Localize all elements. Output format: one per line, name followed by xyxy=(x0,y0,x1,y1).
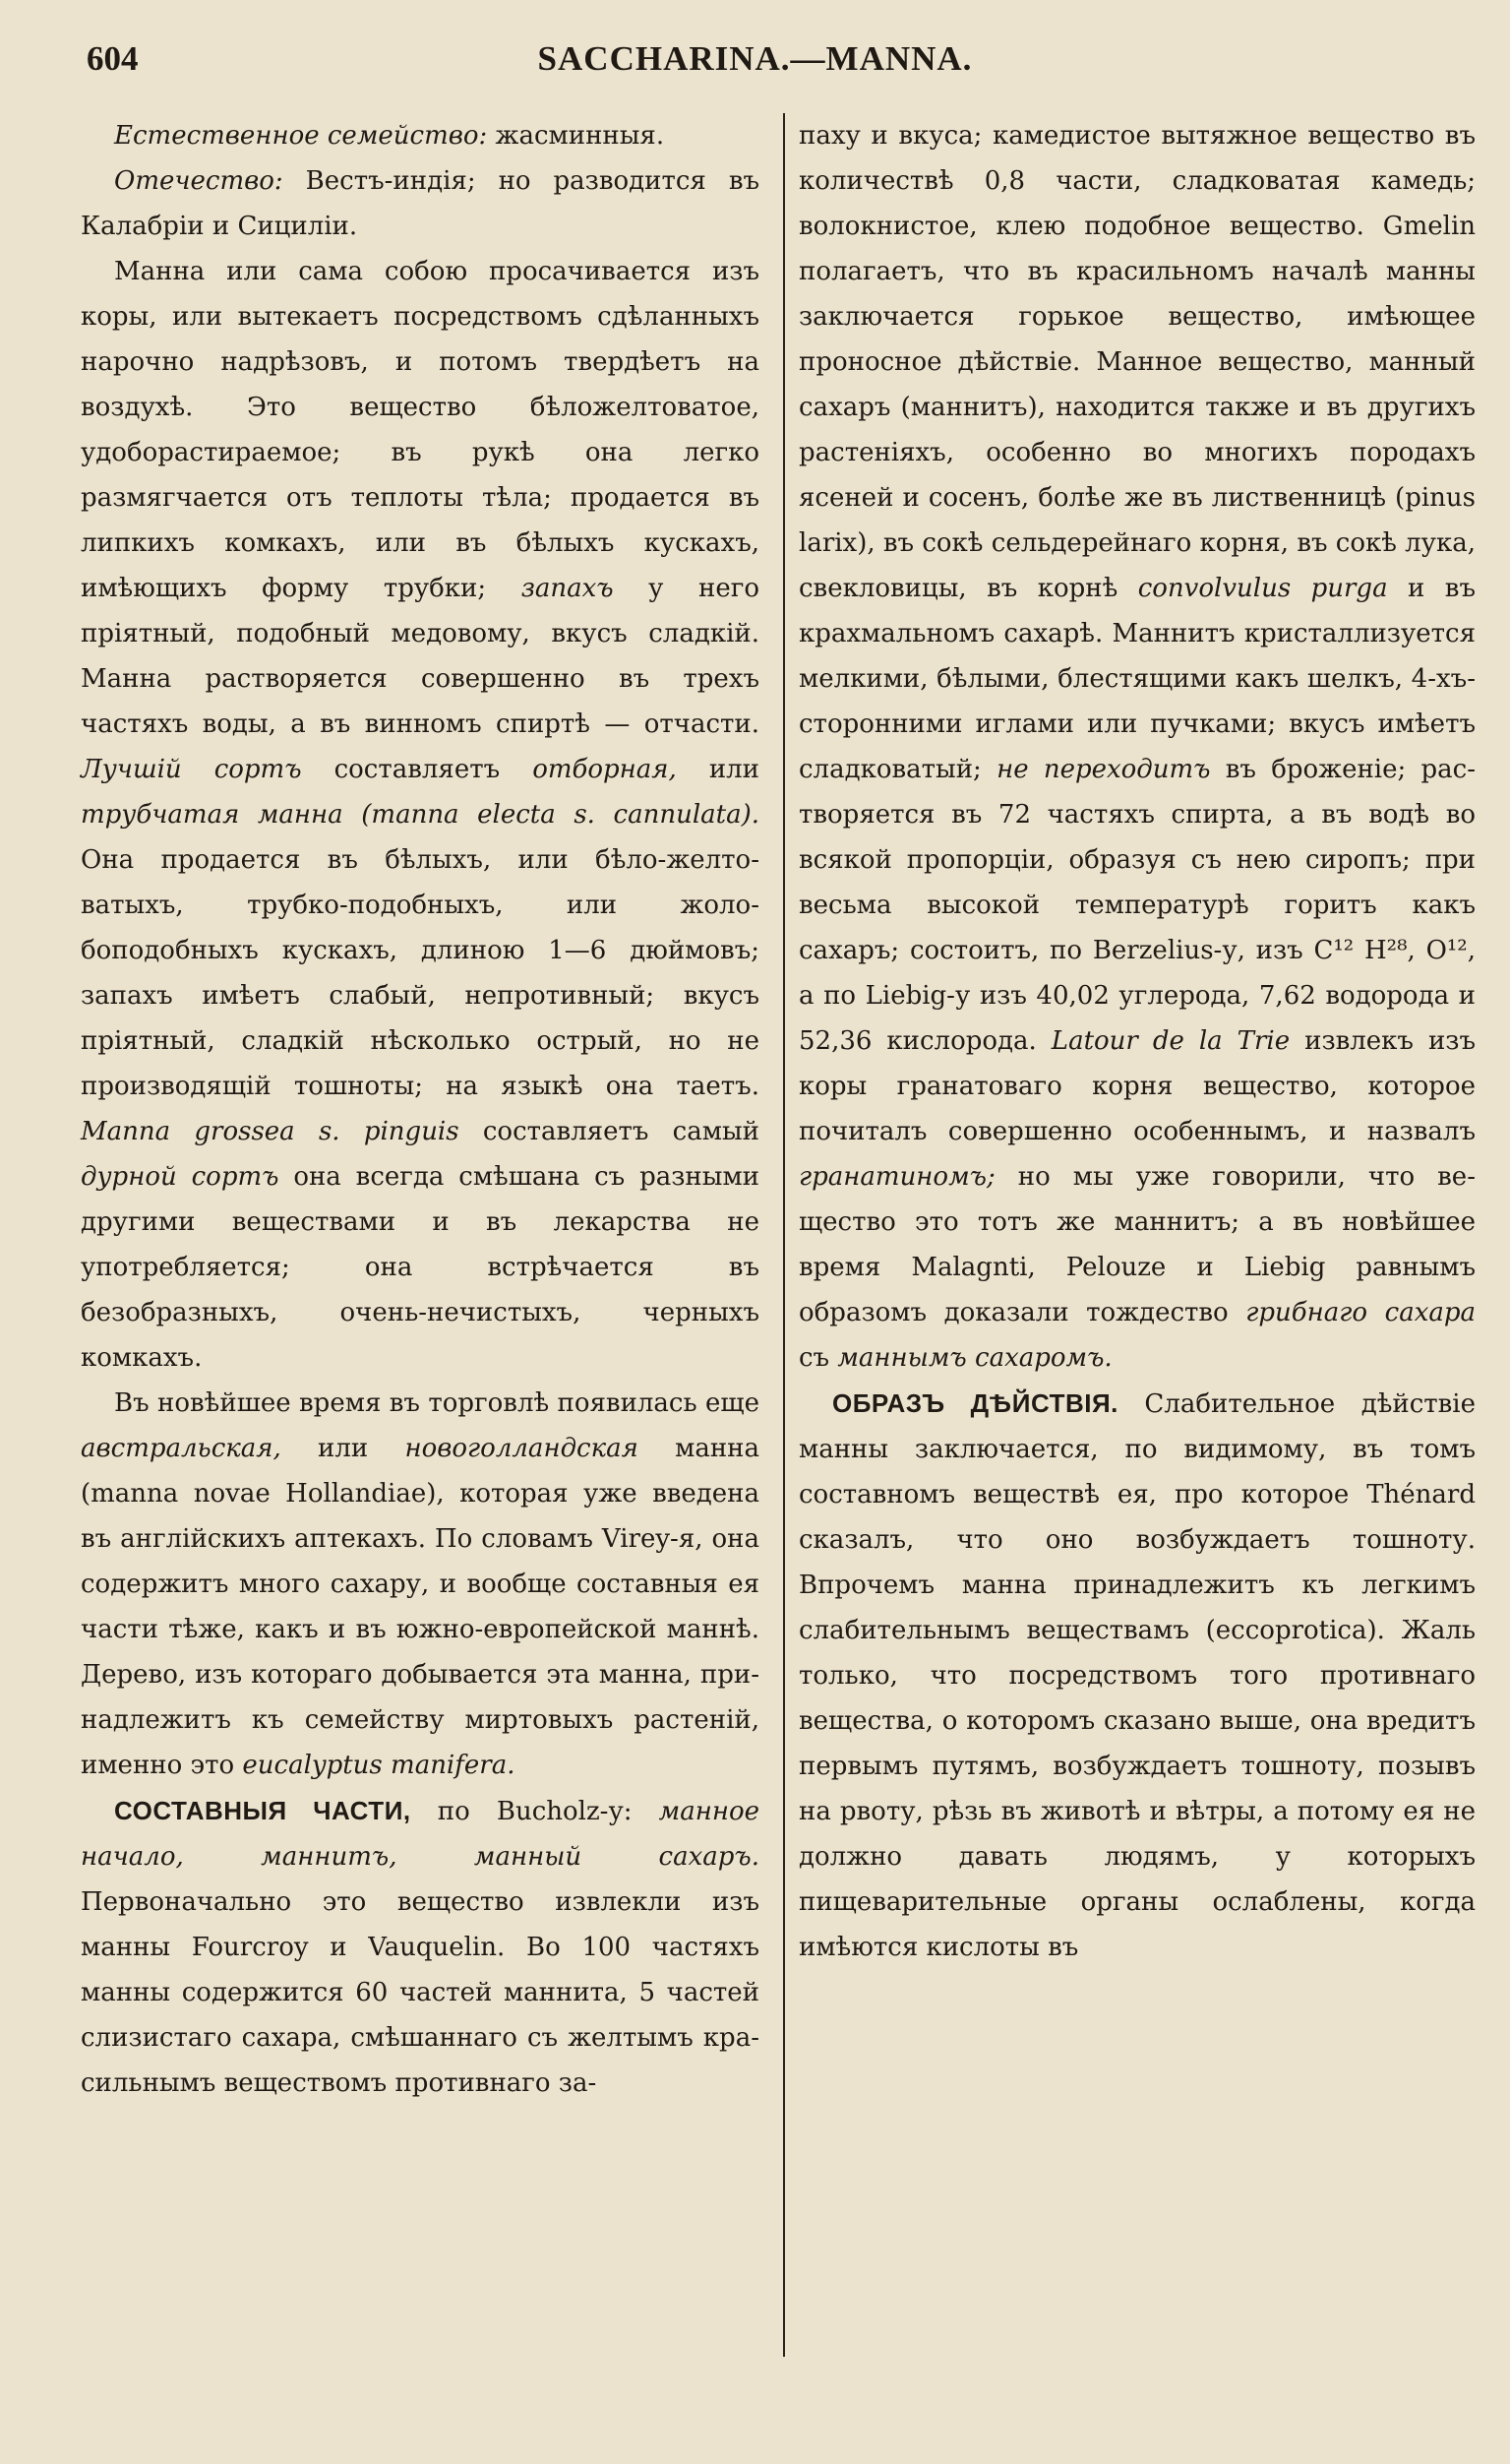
paragraph-components xyxy=(81,1788,759,2106)
section-heading-components: СОСТАВНЫЯ ЧАСТИ, xyxy=(114,1796,411,1825)
text-run: составляетъ xyxy=(301,755,533,784)
paragraph-action xyxy=(799,1381,1476,1970)
italic-term: гранатиномъ; xyxy=(799,1162,996,1192)
running-head: SACCHARINA.—MANNA. xyxy=(537,39,973,78)
text-run: и въ крахмальномъ сахарѣ. Маннитъ кристаллизуется мелкими, бѣлыми, блестящими какъ шелкъ, 4-хъ-сторонними иглами или пучками; вкусъ имѣетъ сладковатый; xyxy=(799,574,1476,784)
text-run: манна (manna novae Hollandiae), которая уже введена въ англійскихъ аптекахъ. По словамъ Virey-я, она содержитъ много сахару, и вообще составныя ея части тѣже, какъ и въ южно-европейской маннѣ. Дерево, изъ котораго добывается эта манна, принадлежитъ къ семейству миртовыхъ растеній, именно это xyxy=(81,1434,759,1780)
text-run: паху и вкуса; камедистое вытяжное вещество въ количествѣ 0,8 части, сладковатая камедь; волокнистое, клею подобное вещество. Gmelin полагаетъ, что въ красильномъ началѣ манны заключается горькое вещество, имѣющее проносное дѣйствіе. Манное вещество, манный сахаръ (маннитъ), находится также и въ другихъ растеніяхъ, особенно во многихъ породахъ ясеней и сосенъ, болѣе же въ лиственницѣ (pinus larix), въ сокѣ сельдерейнаго корня, въ сокѣ лука, свекловицы, въ корнѣ xyxy=(799,121,1476,603)
italic-term: грибнаго сахара xyxy=(1245,1298,1477,1327)
italic-term: Manna grossea s. pinguis xyxy=(81,1117,459,1146)
homeland-value: Вестъ-индія; но разводится въ Калабріи и Сициліи. xyxy=(81,166,759,241)
text-run: въ броженіе; растворяется въ 72 частяхъ спирта, а въ водѣ во всякой пропорціи, образуя съ нею сиропъ; при весьма высокой температурѣ горитъ какъ сахаръ; состоитъ, по Berzelius-у, изъ C¹² H²⁸, O¹², а по Liebig-у изъ 40,02 углерода, 7,62 водорода и 52,36 кислорода. xyxy=(799,755,1477,1056)
text-run: или xyxy=(676,755,760,784)
italic-term: маннымъ сахаромъ. xyxy=(837,1343,1113,1373)
italic-term: запахъ xyxy=(520,574,614,603)
text-run: но мы уже говорили, что вещество это тотъ же маннитъ; а въ новѣйшее время Malagnti, Pelouze и Liebig равнымъ образомъ доказали тождество xyxy=(799,1162,1476,1327)
left-column xyxy=(81,113,759,2106)
family-line xyxy=(81,113,759,158)
italic-term: трубчатая манна (manna electa s. cannulata). xyxy=(81,800,759,830)
page-header xyxy=(79,31,1431,91)
text-run: по Bucholz-у: xyxy=(410,1797,659,1826)
text-run: или xyxy=(280,1434,405,1463)
italic-term: eucalyptus manifera. xyxy=(242,1751,515,1780)
right-column xyxy=(799,113,1476,1970)
text-run: она всегда смѣшана съ разными другими веществами и въ лекарства не употребляется; она встрѣчается въ безобразныхъ, очень-нечистыхъ, черныхъ комкахъ. xyxy=(81,1162,759,1373)
text-run: составляетъ самый xyxy=(458,1117,759,1146)
italic-term: новоголландская xyxy=(404,1434,638,1463)
family-value: жасминныя. xyxy=(487,121,665,151)
italic-term: Latour de la Trie xyxy=(1051,1026,1291,1056)
italic-term: отборная, xyxy=(532,755,677,784)
text-run: Въ новѣйшее время въ торговлѣ появилась еще xyxy=(114,1388,759,1418)
column-divider xyxy=(783,113,785,2357)
italic-term: не переходитъ xyxy=(997,755,1211,784)
italic-term: австральская, xyxy=(81,1434,281,1463)
italic-term: дурной сортъ xyxy=(81,1162,279,1192)
paragraph-australian-manna xyxy=(81,1381,759,1788)
paragraph-components-continued xyxy=(799,113,1476,1381)
paragraph-description xyxy=(81,249,759,1381)
italic-term: convolvulus purga xyxy=(1137,574,1388,603)
text-run: извлекъ изъ коры гранатоваго корня вещество, которое почиталъ совершенно особеннымъ, и назвалъ xyxy=(799,1026,1476,1146)
homeland-line xyxy=(81,158,759,249)
section-heading-action: ОБРАЗЪ ДѢЙСТВІЯ. xyxy=(832,1388,1118,1418)
text-run: Она продается въ бѣлыхъ, или бѣло-желтоватыхъ, трубко-подобныхъ, или жолобоподобныхъ кускахъ, длиною 1—6 дюймовъ; запахъ имѣетъ слабый, непротивный; вкусъ пріятный, сладкій нѣсколько острый, но не производящій тошноты; на языкѣ она таетъ. xyxy=(81,845,759,1101)
text-run: Манна или сама собою просачивается изъ коры, или вытекаетъ посредствомъ сдѣланныхъ нарочно надрѣзовъ, и потомъ твердѣетъ на воздухѣ. Это вещество бѣложелтоватое, удоборастираемое; въ рукѣ она легко размягчается отъ теплоты тѣла; продается въ липкихъ комкахъ, или въ бѣлыхъ кускахъ, имѣющихъ форму трубки; xyxy=(81,257,759,603)
family-label: Естественное семейство: xyxy=(114,121,488,151)
page-number: 604 xyxy=(87,39,139,78)
text-run: съ xyxy=(799,1343,838,1373)
italic-term: Лучшій сортъ xyxy=(81,755,302,784)
text-run: у него пріятный, подобный медовому, вкусъ сладкій. Манна растворяется совершенно въ трехъ частяхъ воды, а въ винномъ спиртѣ — отчасти. xyxy=(81,574,759,739)
text-run: Первоначально это вещество извлекли изъ манны Fourcroy и Vauquelin. Во 100 частяхъ манны содержится 60 частей маннита, 5 частей слизистаго сахара, смѣшаннаго съ желтымъ красильнымъ веществомъ противнаго за- xyxy=(81,1887,759,2098)
text-run: Слабительное дѣйствіе манны заключается, по видимому, въ томъ составномъ веществѣ ея, про которое Thénard сказалъ, что оно возбуждаетъ тошноту. Впрочемъ манна принадлежитъ къ легкимъ слабительнымъ веществамъ (eccoprotica). Жаль только, что посредствомъ того противнаго вещества, о которомъ сказано выше, она вредитъ первымъ путямъ, возбуждаетъ тошноту, позывъ на рвоту, рѣзь въ животѣ и вѣтры, а потому ея не должно давать людямъ, у которыхъ пищеварительные органы ослаблены, когда имѣются кислоты въ xyxy=(799,1389,1476,1962)
homeland-label: Отечество: xyxy=(114,166,283,196)
italic-term: манное начало, маннитъ, манный сахаръ. xyxy=(81,1797,759,1872)
